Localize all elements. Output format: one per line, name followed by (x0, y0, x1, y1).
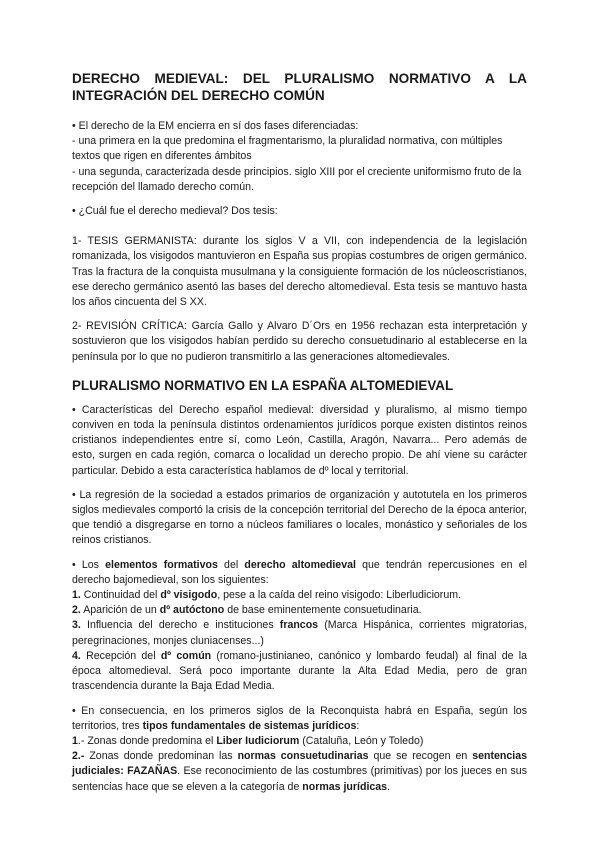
intro-line: • El derecho de la EM encierra en sí dos fases diferenciadas: (72, 120, 359, 132)
elementos-intro: • Los elementos formativos del derecho altomedieval que tendrán repercusiones en el derecho bajomedieval, son los siguientes: (72, 558, 527, 586)
document-page (72, 70, 527, 795)
section-heading: PLURALISMO NORMATIVO EN LA ESPAÑA ALTOMEDIEVAL (72, 377, 454, 393)
consecuencia-section (72, 704, 527, 795)
question-line: • ¿Cuál fue el derecho medieval? Dos tesis: (72, 205, 278, 218)
intro-section (72, 119, 527, 195)
thesis-germanista: 1- TESIS GERMANISTA: durante los siglos V a VII, con independencia de la legislación romanizada, los visigodos mantuvieron en España sus propias costumbres de origen germánico. Tras la fractura de la conquista musulmana y la consiguiente formación de los núcleoscristianos, ese derecho germánico asentó las bases del derecho altomedieval. Esta tesis se mantuvo hasta los años cincuenta del S XX. (72, 235, 527, 309)
list-item: 1.- Zonas donde predomina el Liber Iudiciorum (Cataluña, León y Toledo) (72, 734, 424, 747)
list-item: 1. Continuidad del dº visigodo, pese a la caída del reino visigodo: Liberludiciorum. (72, 589, 461, 602)
list-item: 2. Aparición de un dº autóctono de base eminentemente consuetudinaria. (72, 604, 422, 617)
list-item: 4. Recepción del dº común (romano-justinianeo, canónico y lombardo feudal) al final de la época altomedieval. Será poco importante durante la Alta Edad Media, pero de gran trascendencia durante la Baja Edad Media. (72, 649, 527, 693)
intro-line: - una segunda, caracterizada desde principios. siglo XIII por el creciente uniformismo fruto de la recepción del llamado derecho común. (72, 165, 522, 193)
paragraph-regresion: • La regresión de la sociedad a estados primarios de organización y autotutela en los primeros siglos medievales comportó la crisis de la concepción territorial del Derecho de la época anterior, que tendió a disgregarse en torno a núcleos familiares o locales, monástico y señoriales de los reinos cristianos. (72, 488, 527, 547)
paragraph-caracteristicas: • Características del Derecho español medieval: diversidad y pluralismo, al mismo tiempo conviven en toda la península distintos ordenamientos jurídicos porque existen distintos reinos cristianos independientes entre sí, como León, Castilla, Aragón, Navarra... Pero además de esto, surgen en cada región, comarca o localidad un derecho propio. De ahí viene su carácter particular. Debido a esta característica hablamos de dº local y territorial. (72, 403, 527, 477)
thesis-revision-critica: 2- REVISIÓN CRÍTICA: García Gallo y Alvaro D´Ors en 1956 rechazan esta interpretación y sostuvieron que los visigodos habían perdido su derecho consuetudinario al establecerse en la península por lo que no pudieron transmitirlo a las generaciones altomedievales. (72, 320, 527, 363)
list-item: 2.- Zonas donde predominan las normas consuetudinarias que se recogen en sentencias judiciales: FAZAÑAS. Ese reconocimiento de las costumbres (primitivas) por los jueces en sus sentencias hace que se eleven a la categoría de normas jurídicas. (72, 750, 528, 793)
list-item: 3. Influencia del derecho e instituciones francos (Marca Hispánica, corrientes migratorias, peregrinaciones, monjes cluniacenses...) (72, 619, 528, 647)
document-title: DERECHO MEDIEVAL: DEL PLURALISMO NORMATIVO A LA INTEGRACIÓN DEL DERECHO COMÚN (72, 71, 527, 103)
intro-line: - una primera en la que predomina el fragmentarismo, la pluralidad normativa, con múltiples textos que rigen en diferentes ámbitos (72, 135, 503, 163)
elementos-section (72, 558, 527, 695)
consecuencia-intro: • En consecuencia, en los primeros siglos de la Reconquista habrá en España, según los territorios, tres tipos fundamentales de sistemas jurídicos: (72, 704, 527, 732)
